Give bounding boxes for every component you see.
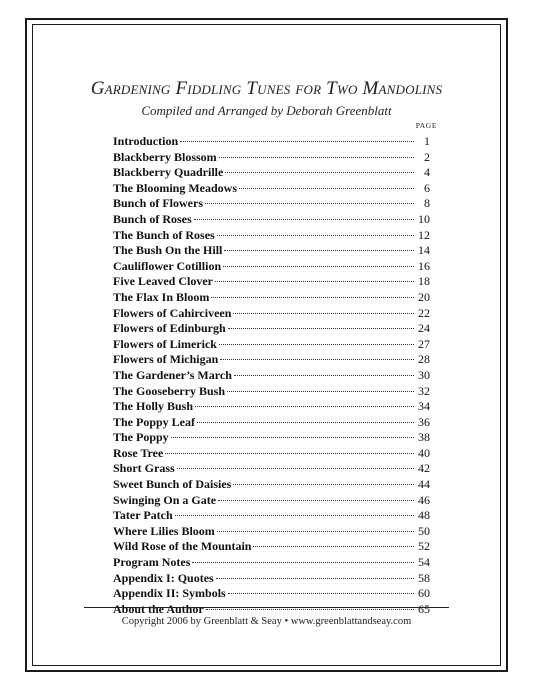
- toc-entry: [113, 384, 430, 400]
- toc-entry: [113, 290, 430, 306]
- dot-leader: [175, 515, 414, 516]
- toc-entry-page: 8: [424, 196, 430, 211]
- dot-leader: [215, 281, 414, 282]
- toc-entry: [113, 274, 430, 290]
- toc-entry: [113, 321, 430, 337]
- toc-entry-title: Blackberry Blossom: [113, 149, 217, 164]
- toc-entry-title: The Holly Bush: [113, 399, 194, 414]
- dot-leader: [253, 546, 414, 547]
- toc-entry: [113, 212, 430, 228]
- toc-entry-title: The Poppy: [113, 430, 169, 445]
- toc-entry-page: 44: [418, 477, 430, 492]
- toc-entry: [113, 477, 430, 493]
- dot-leader: [216, 578, 414, 579]
- dot-leader: [217, 235, 414, 236]
- toc-entry-title: Where Lilies Bloom: [113, 523, 215, 538]
- toc-entry-title: About the Author: [113, 601, 204, 616]
- dot-leader: [233, 313, 414, 314]
- toc-entry-title: The Blooming Meadows: [113, 180, 238, 195]
- toc-entry-page: 38: [418, 430, 430, 445]
- toc-entry-title: The Bush On the Hill: [113, 243, 223, 258]
- toc-entry: [113, 196, 430, 212]
- toc-entry: [113, 243, 430, 259]
- toc-entry-title: Bunch of Flowers: [113, 196, 203, 211]
- toc-entry-page: 52: [418, 539, 430, 554]
- toc-entry-page: 50: [418, 523, 430, 538]
- dot-leader: [224, 250, 414, 251]
- dot-leader: [217, 531, 414, 532]
- toc-entry-page: 28: [418, 352, 430, 367]
- toc-entry: [113, 134, 430, 150]
- toc-entry: [113, 368, 430, 384]
- toc-entry: [113, 571, 430, 587]
- toc-entry-title: Blackberry Quadrille: [113, 165, 224, 180]
- dot-leader: [192, 562, 414, 563]
- contents-page: [32, 24, 501, 666]
- toc-entry-page: 60: [418, 586, 430, 601]
- page-column-header: PAGE: [415, 121, 437, 130]
- dot-leader: [228, 593, 414, 594]
- toc-entry: [113, 555, 430, 571]
- dot-leader: [206, 609, 414, 610]
- toc-entry: [113, 415, 430, 431]
- toc-entry: [113, 399, 430, 415]
- toc-entry: [113, 446, 430, 462]
- dot-leader: [220, 359, 414, 360]
- toc-entry: [113, 508, 430, 524]
- toc-entry-page: 48: [418, 508, 430, 523]
- toc-entry-title: Flowers of Limerick: [113, 336, 217, 351]
- toc-entry-title: Short Grass: [113, 461, 175, 476]
- toc-entry-title: Appendix I: Quotes: [113, 570, 214, 585]
- toc-entry-page: 58: [418, 570, 430, 585]
- toc-entry-page: 20: [418, 289, 430, 304]
- toc-entry: [113, 150, 430, 166]
- table-of-contents: [113, 134, 430, 617]
- dot-leader: [228, 328, 414, 329]
- dot-leader: [211, 297, 414, 298]
- toc-entry: [113, 337, 430, 353]
- dot-leader: [239, 188, 414, 189]
- toc-entry: [113, 493, 430, 509]
- toc-entry: [113, 539, 430, 555]
- toc-entry-page: 18: [418, 274, 430, 289]
- dot-leader: [194, 219, 414, 220]
- toc-entry-title: Appendix II: Symbols: [113, 586, 226, 601]
- dot-leader: [165, 453, 414, 454]
- toc-entry-title: Tater Patch: [113, 508, 173, 523]
- dot-leader: [177, 468, 414, 469]
- toc-entry-page: 32: [418, 383, 430, 398]
- dot-leader: [171, 437, 414, 438]
- toc-entry-title: The Flax In Bloom: [113, 289, 210, 304]
- toc-entry-page: 27: [418, 336, 430, 351]
- toc-entry: [113, 430, 430, 446]
- dot-leader: [205, 203, 414, 204]
- dot-leader: [218, 500, 414, 501]
- toc-entry-title: Flowers of Cahirciveen: [113, 305, 232, 320]
- toc-entry: [113, 352, 430, 368]
- dot-leader: [225, 172, 414, 173]
- toc-entry: [113, 259, 430, 275]
- toc-entry-page: 10: [418, 211, 430, 226]
- toc-entry-title: The Gardener’s March: [113, 367, 232, 382]
- toc-entry: [113, 586, 430, 602]
- toc-entry-page: 54: [418, 555, 430, 570]
- toc-entry-title: Five Leaved Clover: [113, 274, 213, 289]
- toc-entry-page: 40: [418, 445, 430, 460]
- dot-leader: [197, 422, 414, 423]
- toc-entry-title: Rose Tree: [113, 445, 164, 460]
- toc-entry-title: Cauliflower Cotillion: [113, 258, 222, 273]
- toc-entry: [113, 461, 430, 477]
- book-subtitle: Compiled and Arranged by Deborah Greenblatt: [141, 103, 392, 118]
- toc-entry-page: 16: [418, 258, 430, 273]
- toc-entry-title: The Poppy Leaf: [113, 414, 196, 429]
- copyright-footer: Copyright 2006 by Greenblatt & Seay • www.greenblattandseay.com: [121, 616, 412, 627]
- toc-entry-title: Program Notes: [113, 555, 191, 570]
- toc-entry-page: 46: [418, 492, 430, 507]
- toc-entry-page: 6: [424, 180, 430, 195]
- toc-entry-page: 2: [424, 149, 430, 164]
- dot-leader: [234, 375, 414, 376]
- dot-leader: [227, 391, 414, 392]
- toc-entry-page: 12: [418, 227, 430, 242]
- toc-entry-page: 34: [418, 399, 430, 414]
- footer-divider: [84, 607, 449, 608]
- toc-entry-title: Bunch of Roses: [113, 211, 192, 226]
- toc-entry-title: The Bunch of Roses: [113, 227, 215, 242]
- dot-leader: [180, 141, 414, 142]
- toc-entry-title: The Gooseberry Bush: [113, 383, 226, 398]
- toc-entry-title: Introduction: [113, 134, 179, 148]
- dot-leader: [223, 266, 414, 267]
- toc-entry: [113, 181, 430, 197]
- toc-entry-page: 22: [418, 305, 430, 320]
- book-title: Gardening Fiddling Tunes for Two Mandolins: [90, 78, 443, 99]
- toc-entry-page: 24: [418, 321, 430, 336]
- toc-entry-page: 42: [418, 461, 430, 476]
- toc-entry-page: 4: [424, 165, 430, 180]
- toc-entry-page: 30: [418, 367, 430, 382]
- toc-entry-page: 36: [418, 414, 430, 429]
- toc-entry-page: 1: [424, 134, 430, 148]
- toc-entry-page: 65: [418, 601, 430, 616]
- toc-entry: [113, 228, 430, 244]
- toc-entry: [113, 165, 430, 181]
- dot-leader: [233, 484, 414, 485]
- dot-leader: [195, 406, 414, 407]
- toc-entry: [113, 524, 430, 540]
- toc-entry-title: Flowers of Michigan: [113, 352, 219, 367]
- dot-leader: [219, 157, 414, 158]
- toc-entry-title: Flowers of Edinburgh: [113, 321, 226, 336]
- toc-entry-title: Wild Rose of the Mountain: [113, 539, 252, 554]
- toc-entry-title: Swinging On a Gate: [113, 492, 217, 507]
- dot-leader: [219, 344, 414, 345]
- toc-entry-title: Sweet Bunch of Daisies: [113, 477, 232, 492]
- toc-entry: [113, 306, 430, 322]
- toc-entry-page: 14: [418, 243, 430, 258]
